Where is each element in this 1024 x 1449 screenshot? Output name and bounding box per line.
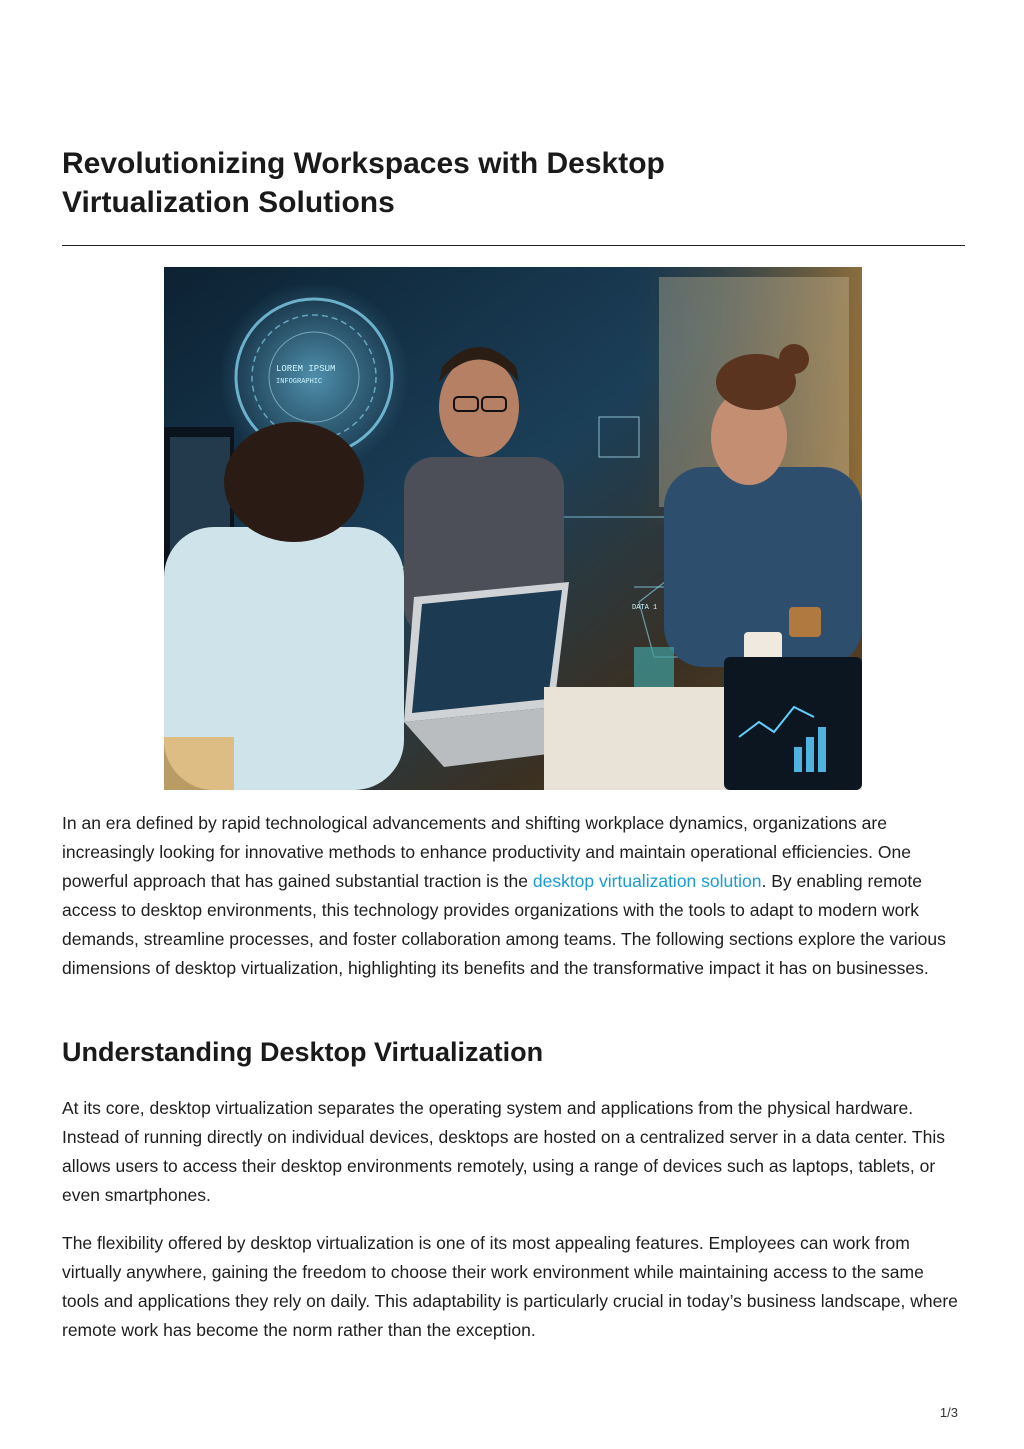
hero-image (164, 267, 862, 790)
hud-label-2: INFOGRAPHIC (276, 378, 323, 386)
page-number: 1/3 (939, 1405, 958, 1420)
intro-paragraph (62, 809, 962, 983)
title-divider (62, 245, 965, 246)
hud-label-1: LOREM IPSUM (276, 364, 336, 374)
desktop-virtualization-link[interactable]: desktop virtualization solution (532, 871, 762, 891)
body-paragraph-1: At its core, desktop virtualization separates the operating system and applications from the physical hardware. Instead of running directly on individual devices, desktops are hosted on a centralized server in a data center. This allows users to access their desktop environments remotely, using a range of devices such as laptops, tablets, or even smartphones. (62, 1098, 945, 1205)
intro-text-before-link: In an era defined by rapid technological advancements and shifting workplace dynamics, organizations are increasingly looking for innovative methods to enhance productivity and maintain operational efficiencies. One powerful approach that has gained substantial traction is the (62, 813, 911, 891)
section-heading: Understanding Desktop Virtualization (62, 1037, 544, 1067)
hud-label-3: DATA 1 (632, 604, 658, 612)
page-title: Revolutionizing Workspaces with Desktop Virtualization Solutions (62, 147, 665, 219)
intro-text-after-link: . By enabling remote access to desktop environments, this technology provides organizations with the tools to adapt to modern work demands, streamline processes, and foster collaboration among teams. The following sections explore the various dimensions of desktop virtualization, highlighting its benefits and the transformative impact it has on businesses. (62, 871, 946, 978)
body-paragraph-2: The flexibility offered by desktop virtualization is one of its most appealing features. Employees can work from virtually anywhere, gaining the freedom to choose their work environment while maintaining access to the same tools and applications they rely on daily. This adaptability is particularly crucial in today’s business landscape, where remote work has become the norm rather than the exception. (62, 1233, 958, 1340)
